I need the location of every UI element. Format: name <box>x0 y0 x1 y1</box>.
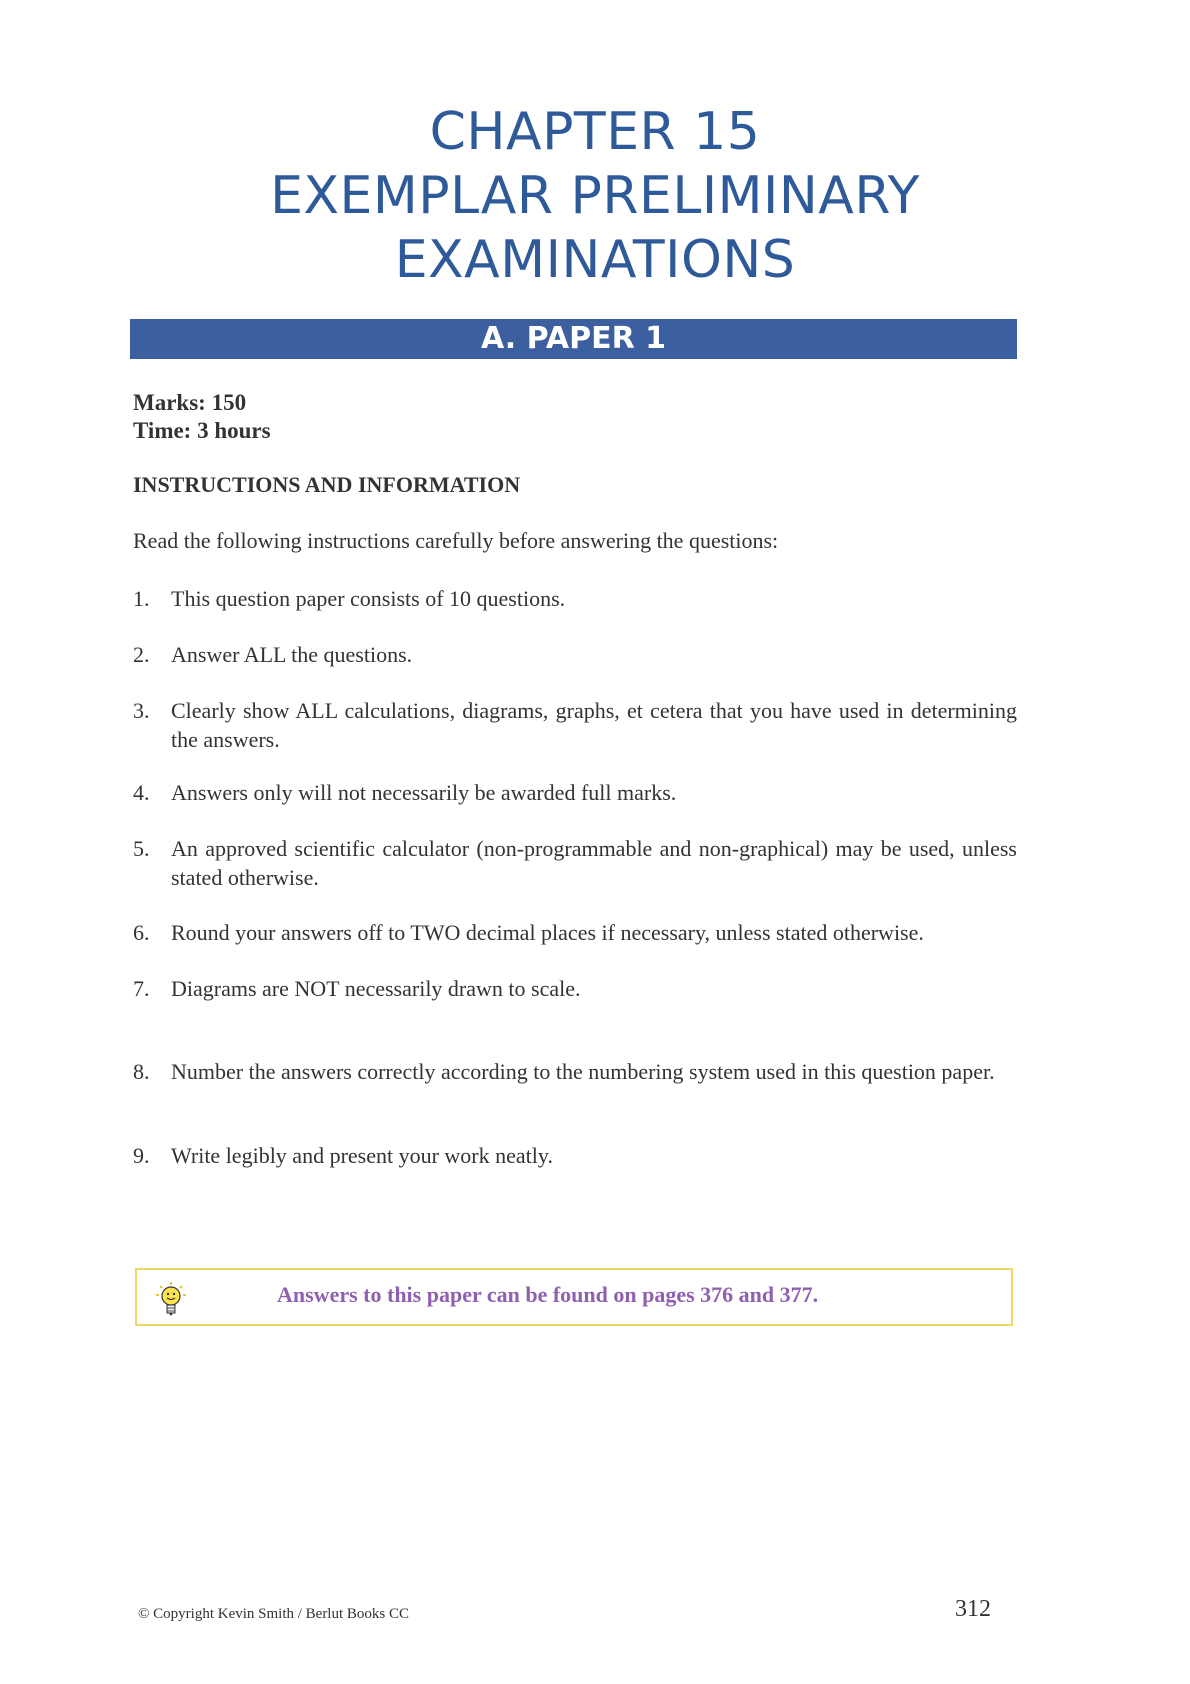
instructions-heading: INSTRUCTIONS AND INFORMATION <box>133 472 521 497</box>
paper-meta <box>133 389 271 445</box>
instruction-number: 5. <box>133 836 150 861</box>
instruction-number: 9. <box>133 1143 150 1168</box>
instruction-item <box>133 974 1017 1003</box>
chapter-title <box>0 100 1190 292</box>
instruction-number: 7. <box>133 976 150 1001</box>
instruction-text: Round your answers off to TWO decimal places if necessary, unless stated otherwise. <box>171 920 924 945</box>
instruction-item <box>133 584 1017 613</box>
instruction-item <box>133 640 1017 669</box>
instruction-number: 1. <box>133 586 150 611</box>
instruction-item <box>133 696 1017 754</box>
instruction-text: Number the answers correctly according to the numbering system used in this question paper. <box>171 1059 995 1084</box>
instruction-text: Answers only will not necessarily be awarded full marks. <box>171 780 677 805</box>
marks-label: Marks: 150 <box>133 390 247 415</box>
copyright-notice: © Copyright Kevin Smith / Berlut Books CC <box>138 1606 409 1622</box>
page-number: 312 <box>955 1596 991 1622</box>
instruction-item <box>133 1057 1017 1086</box>
instruction-number: 2. <box>133 642 150 667</box>
instruction-item <box>133 778 1017 807</box>
instruction-text: Clearly show ALL calculations, diagrams, graphs, et cetera that you have used in determining the answers. <box>171 698 1017 752</box>
instruction-text: Write legibly and present your work neatly. <box>171 1143 553 1168</box>
chapter-title-line-2: EXEMPLAR PRELIMINARY <box>270 166 920 226</box>
instruction-number: 3. <box>133 698 150 723</box>
instruction-item <box>133 1141 1017 1170</box>
instruction-text: Answer ALL the questions. <box>171 642 413 667</box>
time-label: Time: 3 hours <box>133 418 271 443</box>
section-banner: A. PAPER 1 <box>130 319 1017 359</box>
instruction-number: 6. <box>133 920 150 945</box>
instruction-text: Diagrams are NOT necessarily drawn to scale. <box>171 976 581 1001</box>
instruction-number: 4. <box>133 780 150 805</box>
answers-note-box <box>135 1268 1013 1326</box>
answers-note-text: Answers to this paper can be found on pages 376 and 377. <box>277 1282 819 1307</box>
instruction-text: This question paper consists of 10 questions. <box>171 586 566 611</box>
instructions-intro: Read the following instructions carefully before answering the questions: <box>133 528 779 553</box>
instruction-item <box>133 834 1017 892</box>
chapter-title-line-3: EXAMINATIONS <box>394 230 796 290</box>
chapter-title-line-1: CHAPTER 15 <box>429 102 761 162</box>
lightbulb-icon <box>155 1281 187 1319</box>
instruction-text: An approved scientific calculator (non-programmable and non-graphical) may be used, unless stated otherwise. <box>171 836 1017 890</box>
instruction-item <box>133 918 1017 947</box>
instruction-number: 8. <box>133 1059 150 1084</box>
